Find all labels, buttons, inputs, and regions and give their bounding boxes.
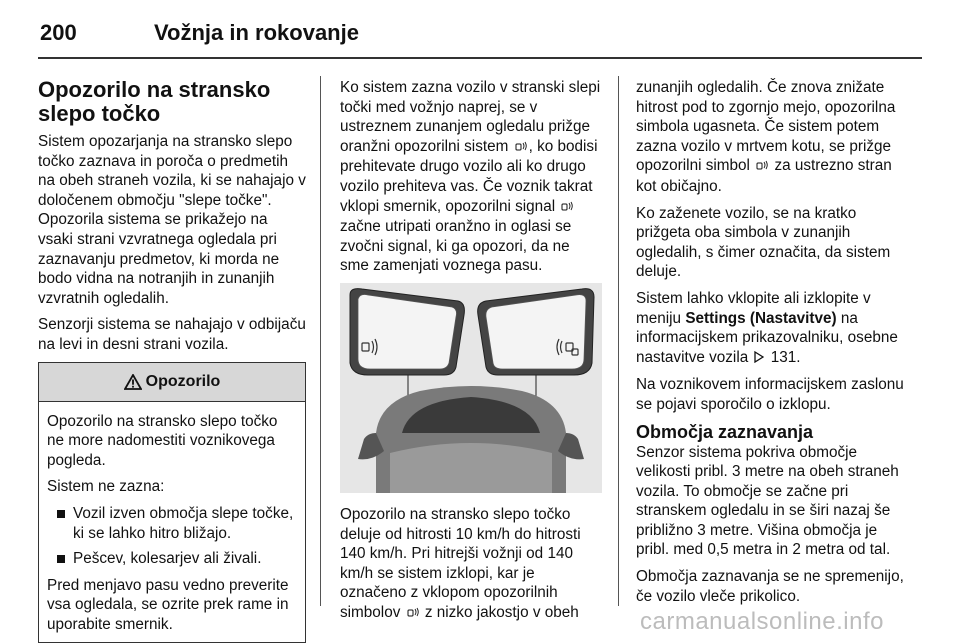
column-1 — [38, 78, 306, 643]
list-item: Pešcev, kolesarjev ali živali. — [47, 549, 297, 569]
column-2 — [340, 78, 602, 631]
watermark: carmanualsonline.info — [640, 608, 884, 635]
bullet-square-icon — [57, 555, 65, 563]
sensor-paragraph: Senzorji sistema se nahajajo v odbijaču na levi in desni strani vozila. — [38, 316, 306, 353]
page-reference[interactable]: 131. — [770, 348, 801, 366]
warning-box — [38, 362, 306, 643]
warning-body — [39, 402, 305, 643]
section-title: Opozorilo na stransko slepo točko — [38, 77, 271, 126]
bullet-square-icon — [57, 510, 65, 518]
list-item: Vozil izven območja slepe točke, ki se lahko hitro bližajo. — [47, 504, 297, 543]
page-header — [38, 14, 922, 56]
settings-paragraph: Sistem lahko vklopite ali izklopite v meniju Settings (Nastavitve) na informacijskem prikazovalniku, osebne nastavitve vozila 131. — [636, 289, 908, 368]
menu-name: Settings (Nastavitve) — [685, 309, 837, 327]
warning-header — [39, 363, 305, 402]
blind-spot-symbol-icon — [407, 604, 419, 624]
page-number: 200 — [40, 20, 77, 45]
warning-list — [47, 504, 297, 569]
warning-title: Opozorilo — [145, 372, 221, 390]
subsection-title: Območja zaznavanja — [636, 421, 814, 442]
column-divider-1 — [320, 76, 321, 606]
blind-spot-symbol-icon — [756, 157, 768, 177]
column-3 — [636, 78, 908, 613]
blind-spot-symbol-icon — [561, 198, 573, 218]
blind-spot-symbol-icon — [515, 138, 527, 158]
warning-list-intro: Sistem ne zazna: — [47, 478, 165, 496]
trailer-paragraph: Območja zaznavanja se ne spremenijo, če vozilo vleče prikolico. — [636, 568, 904, 605]
startup-paragraph: Ko zaženete vozilo, se na kratko prižgeta oba simbola v zunanjih ogledalih, s čimer označita, da sistem deluje. — [636, 204, 891, 281]
zone-paragraph: Senzor sistema pokriva območje velikosti pribl. 3 metre na obeh straneh vozila. To območje se začne pri stranskem ogledalu in se širi nazaj še približno 3 metre. Višina območja je pribl. med 0,5 metra in 2 metra od tal. — [636, 443, 899, 559]
message-paragraph: Na voznikovem informacijskem zaslonu se pojavi sporočilo o izklopu. — [636, 376, 904, 413]
speed-range-paragraph: Opozorilo na stransko slepo točko deluje od hitrosti 10 km/h do hitrosti 140 km/h. Pri hitrejši vožnji od 140 km/h se sistem izklopi, kar je označeno z vklopom opozorilnih simbolov z nizko jakostjo v obeh — [340, 505, 602, 624]
warning-triangle-icon — [124, 374, 142, 390]
mirrors-illustration — [340, 283, 602, 493]
column-divider-2 — [618, 76, 619, 606]
detection-paragraph: Ko sistem zazna vozilo v stranski slepi točki med vožnjo naprej, se v ustreznem zunanjem ogledalu prižge oranžni opozorilni sistem , ko bodisi prehitevate drugo vozilo ali ko drugo vozilo prehiteva vas. Če voznik takrat vklopi smernik, opozorilni signal začne utripati oranžno in oglasi se zvočni signal, ki ga opozori, da ne sme zamenjati voznega pasu. — [340, 79, 601, 275]
warning-text: Opozorilo na stransko slepo točko ne more nadomestiti voznikovega pogleda. — [47, 412, 278, 469]
intro-paragraph: Sistem opozarjanja na stransko slepo točko zaznava in poroča o predmetih na obeh straneh vozila, ki se nahajajo v določenem območju "slepe točke". Opozorila sistema se prikažejo na vsaki strani vzvratnega ogledala pri zaznavanju predmetov, ki morda ne bodo vidna na notranjih in zunanjih vzvratnih ogledalih. — [38, 133, 306, 307]
header-divider — [38, 57, 922, 59]
page-reference-arrow-icon — [754, 349, 764, 369]
speed-limit-paragraph: zunanjih ogledalih. Če znova znižate hitrost pod to zgornjo mejo, opozorilna simbola ugasneta. Če sistem potem zazna vozilo v mrtvem kotu, se prižge opozorilni simbol za ustrezno stran kot običajno. — [636, 79, 896, 195]
running-title: Vožnja in rokovanje — [154, 20, 359, 45]
warning-advice: Pred menjavo pasu vedno preverite vsa ogledala, se ozrite prek rame in uporabite smernik. — [47, 576, 289, 633]
